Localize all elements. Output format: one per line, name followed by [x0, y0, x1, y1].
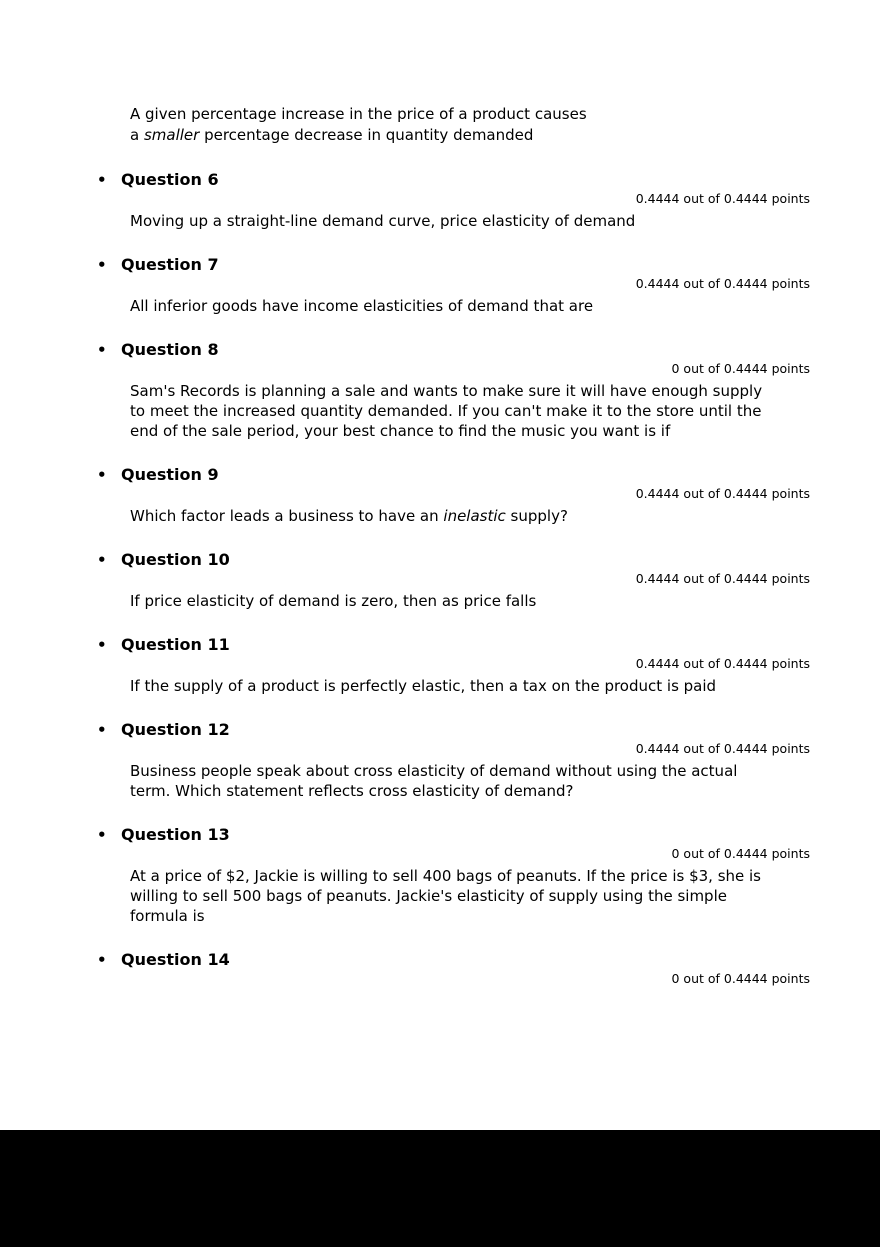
question-title: Question 12 — [121, 720, 230, 739]
question-title: Question 10 — [121, 550, 230, 569]
question-text-pre: Moving up a straight-line demand curve, price elasticity of demand — [130, 212, 636, 230]
question-points: 0.4444 out of 0.4444 points — [635, 656, 810, 671]
question-item — [97, 340, 810, 441]
bullet-icon: • — [97, 826, 107, 844]
question-item — [97, 825, 810, 926]
question-item — [97, 635, 810, 696]
question-item — [97, 170, 810, 231]
bullet-icon: • — [97, 256, 107, 274]
question-heading — [97, 635, 810, 655]
question-title: Question 11 — [121, 635, 230, 654]
question-heading — [97, 465, 810, 485]
intro-line-2-italic: smaller — [143, 126, 200, 144]
question-title: Question 13 — [121, 825, 230, 844]
question-item — [97, 720, 810, 801]
bullet-icon: • — [97, 551, 107, 569]
question-points: 0.4444 out of 0.4444 points — [635, 486, 810, 501]
bullet-icon: • — [97, 341, 107, 359]
question-text — [130, 676, 770, 696]
question-points: 0.4444 out of 0.4444 points — [635, 276, 810, 291]
bullet-icon: • — [97, 721, 107, 739]
intro-text — [130, 104, 810, 146]
question-points: 0 out of 0.4444 points — [671, 971, 810, 986]
question-text — [130, 296, 770, 316]
question-heading — [97, 950, 810, 970]
question-text — [130, 381, 770, 441]
question-text — [130, 211, 770, 231]
question-text — [130, 761, 770, 801]
question-points: 0 out of 0.4444 points — [671, 846, 810, 861]
question-heading — [97, 170, 810, 190]
question-text-pre: If the supply of a product is perfectly elastic, then a tax on the product is paid — [130, 677, 717, 695]
bullet-icon: • — [97, 171, 107, 189]
question-heading — [97, 720, 810, 740]
question-text-pre: Business people speak about cross elasticity of demand without using the actual term. Which statement reflects cross elasticity of demand? — [130, 762, 738, 800]
question-title: Question 8 — [121, 340, 219, 359]
intro-line-2-post: percentage decrease in quantity demanded — [199, 126, 534, 144]
question-text-post: supply? — [505, 507, 568, 525]
question-text-pre: All inferior goods have income elasticities of demand that are — [130, 297, 594, 315]
question-item — [97, 550, 810, 611]
question-text-italic: inelastic — [443, 507, 506, 525]
question-item — [97, 950, 810, 987]
question-title: Question 14 — [121, 950, 230, 969]
question-points: 0 out of 0.4444 points — [671, 361, 810, 376]
question-text — [130, 506, 770, 526]
question-title: Question 6 — [121, 170, 219, 189]
question-text — [130, 591, 770, 611]
question-points: 0.4444 out of 0.4444 points — [635, 191, 810, 206]
bullet-icon: • — [97, 951, 107, 969]
intro-line-2 — [130, 125, 810, 146]
footer-bar — [0, 1130, 880, 1247]
bullet-icon: • — [97, 466, 107, 484]
question-heading — [97, 825, 810, 845]
question-heading — [97, 340, 810, 360]
question-text-pre: Which factor leads a business to have an — [130, 507, 444, 525]
bullet-icon: • — [97, 636, 107, 654]
question-text-pre: Sam's Records is planning a sale and wants to make sure it will have enough supply to meet the increased quantity demanded. If you can't make it to the store until the end of the sale period, your best chance to find the music you want is if — [130, 382, 763, 440]
intro-line-2-pre: a — [130, 126, 144, 144]
question-heading — [97, 550, 810, 570]
question-points: 0.4444 out of 0.4444 points — [635, 741, 810, 756]
question-text-pre: If price elasticity of demand is zero, then as price falls — [130, 592, 537, 610]
question-title: Question 7 — [121, 255, 219, 274]
question-text — [130, 866, 770, 926]
question-title: Question 9 — [121, 465, 219, 484]
question-item — [97, 465, 810, 526]
question-points: 0.4444 out of 0.4444 points — [635, 571, 810, 586]
question-heading — [97, 255, 810, 275]
question-text-pre: At a price of $2, Jackie is willing to sell 400 bags of peanuts. If the price is $3, she is willing to sell 500 bags of peanuts. Jackie's elasticity of supply using the simple formula is — [130, 867, 761, 925]
intro-line-1: A given percentage increase in the price of a product causes — [130, 105, 587, 123]
question-item — [97, 255, 810, 316]
